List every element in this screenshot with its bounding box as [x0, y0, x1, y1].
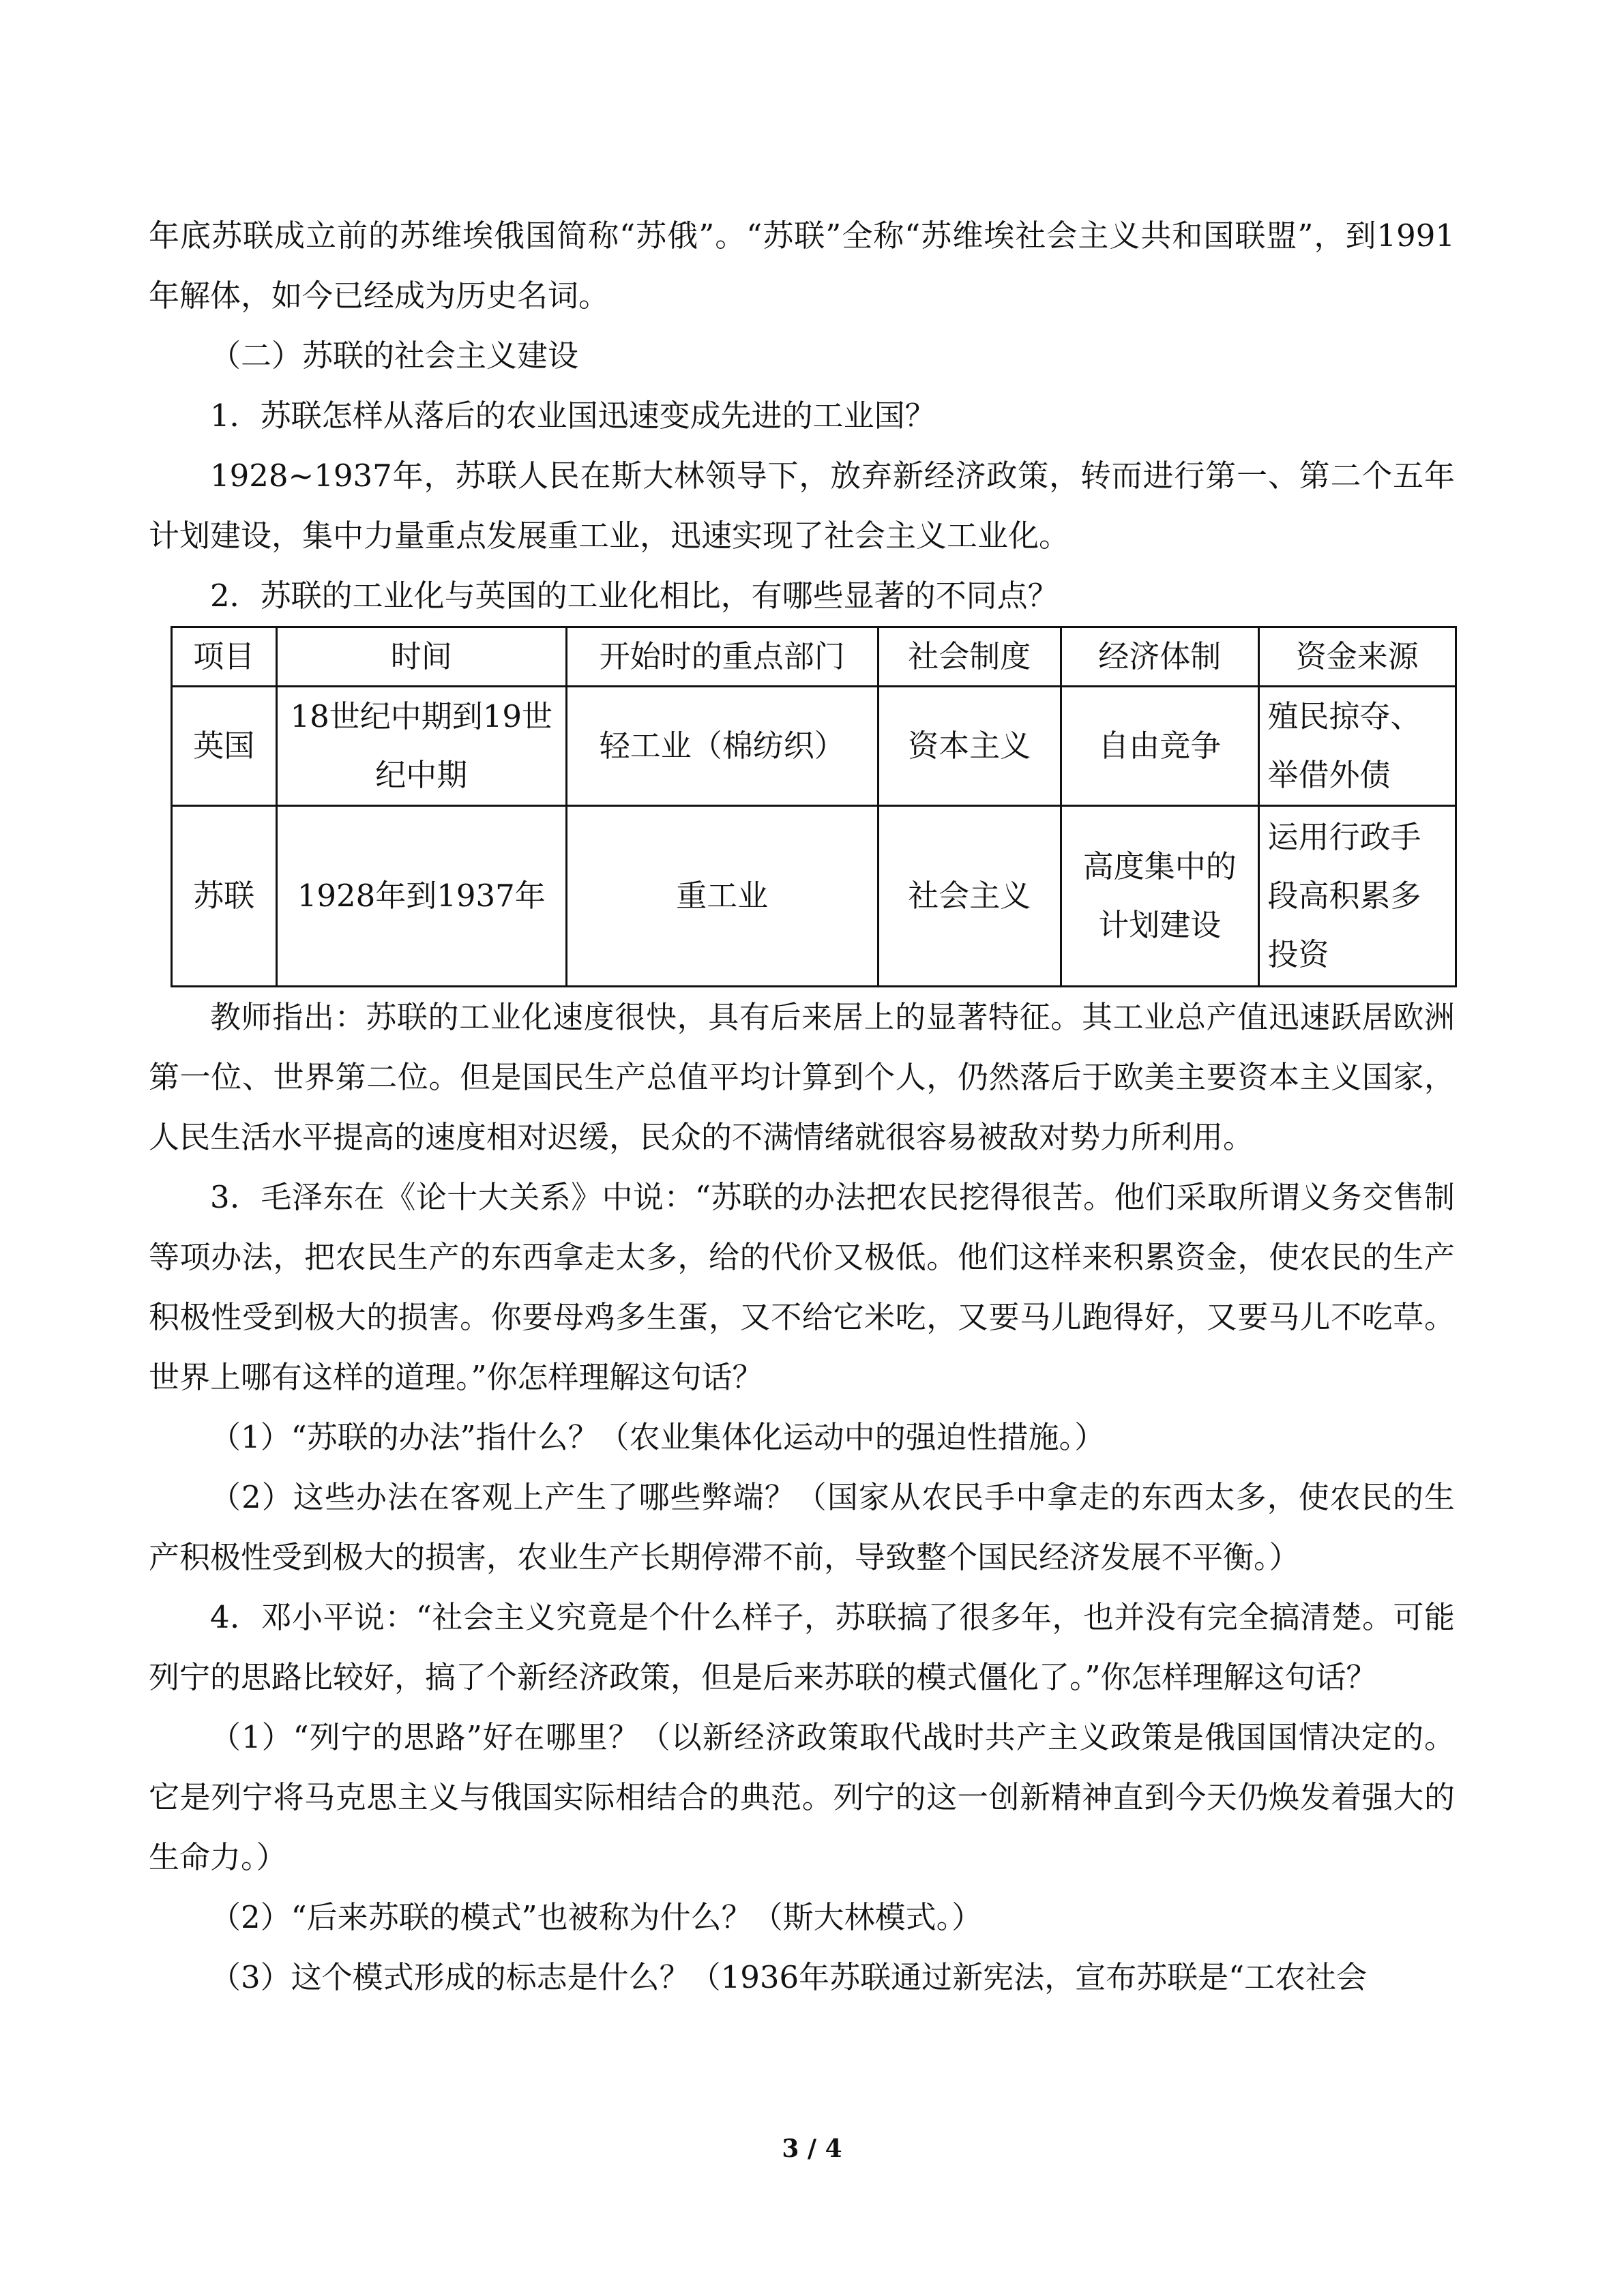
table-cell: 18世纪中期到19世纪中期 [276, 687, 566, 806]
table-cell: 英国 [172, 687, 277, 806]
table-cell: 1928年到1937年 [276, 806, 566, 987]
sub-question: （3）这个模式形成的标志是什么？（1936年苏联通过新宪法，宣布苏联是“工农社会 [210, 1959, 1368, 1995]
table-row [172, 806, 1456, 987]
table-cell: 自由竞争 [1061, 687, 1258, 806]
sub-question: （2）“后来苏联的模式”也被称为什么？（斯大林模式。） [210, 1899, 983, 1935]
paragraph: 教师指出：苏联的工业化速度很快，具有后来居上的显著特征。其工业总产值迅速跃居欧洲第一位、世界第二位。但是国民生产总值平均计算到个人，仍然落后于欧美主要资本主义国家，人民生活水平提高的速度相对迟缓，民众的不满情绪就很容易被敌对势力所利用。 [149, 999, 1455, 1155]
table-cell: 重工业 [566, 806, 878, 987]
question-1: 1．苏联怎样从落后的农业国迅速变成先进的工业国？ [210, 398, 936, 434]
table-header-cell: 时间 [276, 627, 566, 687]
table-cell: 高度集中的计划建设 [1061, 806, 1258, 987]
question-4: 4．邓小平说：“社会主义究竟是个什么样子，苏联搞了很多年，也并没有完全搞清楚。可能列宁的思路比较好，搞了个新经济政策，但是后来苏联的模式僵化了。”你怎样理解这句话？ [149, 1599, 1455, 1695]
table-cell: 运用行政手段高积累多投资 [1258, 806, 1456, 987]
table-row [172, 687, 1456, 806]
comparison-table [171, 626, 1457, 987]
paragraph: 1928~1937年，苏联人民在斯大林领导下，放弃新经济政策，转而进行第一、第二个五年计划建设，集中力量重点发展重工业，迅速实现了社会主义工业化。 [149, 458, 1455, 554]
table-header-cell: 社会制度 [878, 627, 1061, 687]
table-header-row [172, 627, 1456, 687]
table-cell: 社会主义 [878, 806, 1061, 987]
table-header-cell: 开始时的重点部门 [566, 627, 878, 687]
table-header-cell: 资金来源 [1258, 627, 1456, 687]
page-number: 3 / 4 [782, 2134, 842, 2163]
table-cell: 殖民掠夺、举借外债 [1258, 687, 1456, 806]
sub-question: （2）这些办法在客观上产生了哪些弊端？（国家从农民手中拿走的东西太多，使农民的生产积极性受到极大的损害，农业生产长期停滞不前，导致整个国民经济发展不平衡。） [149, 1479, 1455, 1575]
section-heading: （二）苏联的社会主义建设 [210, 338, 579, 374]
table-cell: 资本主义 [878, 687, 1061, 806]
document-body [149, 206, 1455, 2008]
paragraph: 年底苏联成立前的苏维埃俄国简称“苏俄”。“苏联”全称“苏维埃社会主义共和国联盟”，到1991年解体，如今已经成为历史名词。 [149, 218, 1455, 314]
table-header-cell: 项目 [172, 627, 277, 687]
table-header-cell: 经济体制 [1061, 627, 1258, 687]
question-3: 3．毛泽东在《论十大关系》中说：“苏联的办法把农民挖得很苦。他们采取所谓义务交售制等项办法，把农民生产的东西拿走太多，给的代价又极低。他们这样来积累资金，使农民的生产积极性受到极大的损害。你要母鸡多生蛋，又不给它米吃，又要马儿跑得好，又要马儿不吃草。世界上哪有这样的道理。”你怎样理解这句话？ [149, 1179, 1455, 1395]
question-2: 2．苏联的工业化与英国的工业化相比，有哪些显著的不同点？ [210, 578, 1059, 614]
sub-question: （1）“苏联的办法”指什么？（农业集体化运动中的强迫性措施。） [210, 1419, 1106, 1455]
table-cell: 苏联 [172, 806, 277, 987]
table-cell: 轻工业（棉纺织） [566, 687, 878, 806]
sub-question: （1）“列宁的思路”好在哪里？（以新经济政策取代战时共产主义政策是俄国国情决定的。它是列宁将马克思主义与俄国实际相结合的典范。列宁的这一创新精神直到今天仍焕发着强大的生命力。） [149, 1719, 1455, 1875]
